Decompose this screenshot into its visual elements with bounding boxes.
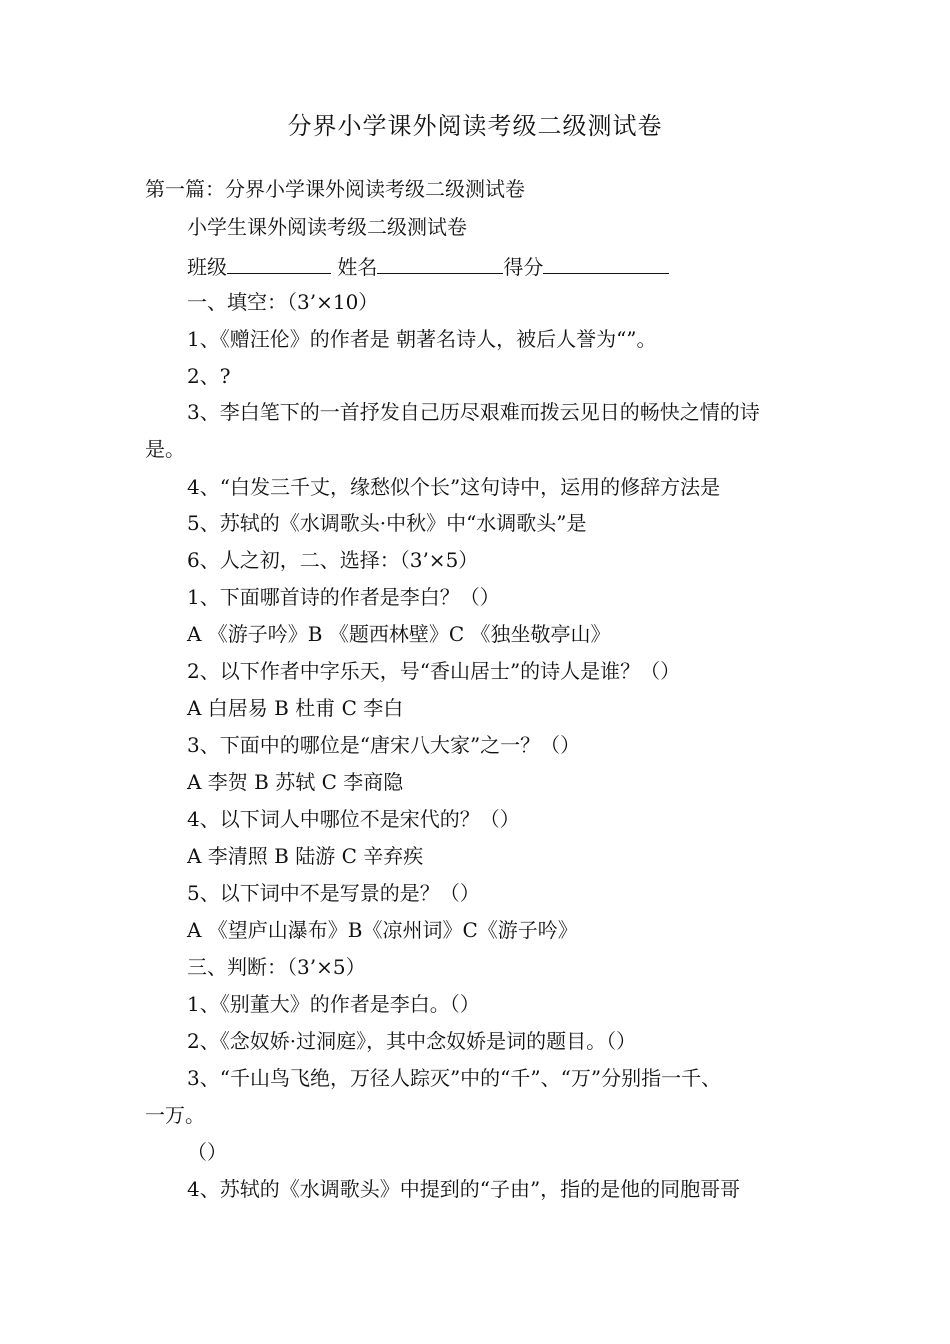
answer-options: A 《望庐山瀑布》B《凉州词》C《游子吟》: [187, 918, 578, 942]
question-text: 3、“千山鸟飞绝，万径人踪灭”中的“千”、“万”分别指一千、: [187, 1066, 722, 1090]
question-text: 5、苏轼的《水调歌头·中秋》中“水调歌头”是: [187, 511, 587, 535]
answer-bracket: （）: [187, 1140, 227, 1164]
answer-options: A 白居易 B 杜甫 C 李白: [187, 696, 404, 720]
question-text: 1、《赠汪伦》的作者是 朝著名诗人，被后人誉为“”。: [187, 327, 657, 351]
student-info-row: [187, 251, 669, 281]
section-heading: 一、填空：（3’×10）: [187, 290, 379, 314]
subtitle: 小学生课外阅读考级二级测试卷: [187, 215, 467, 239]
answer-options: A 李贺 B 苏轼 C 李商隐: [187, 770, 404, 794]
page-title: 分界小学课外阅读考级二级测试卷: [287, 112, 663, 140]
question-text: 4、“白发三千丈，缘愁似个长”这句诗中，运用的修辞方法是: [187, 475, 721, 499]
name-blank: [377, 251, 503, 274]
score-label: 得分: [503, 255, 544, 279]
class-blank: [227, 251, 331, 274]
answer-options: A 李清照 B 陆游 C 辛弃疾: [187, 844, 424, 868]
question-text-continued: 一万。: [145, 1103, 205, 1127]
question-text: 6、人之初，二、选择：（3’×5）: [187, 548, 479, 572]
name-label: 姓名: [337, 255, 378, 279]
question-text: 4、以下词人中哪位不是宋代的？（）: [187, 807, 520, 831]
question-text: 5、以下词中不是写景的是？（）: [187, 881, 480, 905]
score-blank: [543, 251, 669, 274]
question-text: 2、以下作者中字乐天，号“香山居士”的诗人是谁？（）: [187, 659, 681, 683]
answer-options: A 《游子吟》B 《题西林壁》C 《独坐敬亭山》: [187, 622, 611, 646]
section-heading: 三、判断：（3’×5）: [187, 955, 366, 979]
question-text: 2、《念奴娇·过洞庭》，其中念奴娇是词的题目。（）: [187, 1029, 637, 1053]
question-text: 4、苏轼的《水调歌头》中提到的“子由”，指的是他的同胞哥哥: [187, 1177, 741, 1201]
question-text: 3、李白笔下的一首抒发自己历尽艰难而拨云见日的畅快之情的诗: [187, 400, 760, 424]
question-text: 2、?: [187, 364, 231, 388]
question-text: 1、下面哪首诗的作者是李白？（）: [187, 585, 500, 609]
chapter-heading: 第一篇：分界小学课外阅读考级二级测试卷: [145, 177, 525, 201]
question-text-continued: 是。: [145, 437, 185, 461]
class-label: 班级: [187, 255, 227, 279]
question-text: 3、下面中的哪位是“唐宋八大家”之一？（）: [187, 733, 581, 757]
question-text: 1、《别董大》的作者是李白。（）: [187, 992, 480, 1016]
